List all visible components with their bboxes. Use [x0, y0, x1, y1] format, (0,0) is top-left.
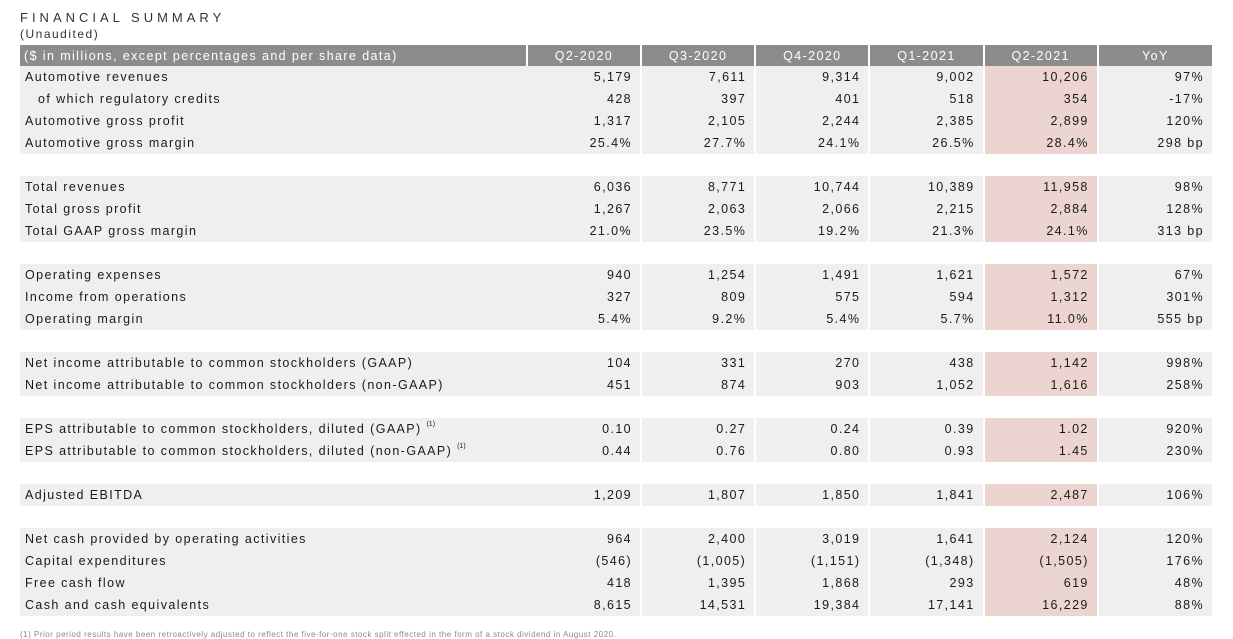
value-cell: 998%: [1098, 352, 1212, 374]
value-cell: 2,066: [755, 198, 869, 220]
value-cell: 1,850: [755, 484, 869, 506]
row-label-text: Income from operations: [25, 290, 188, 304]
value-cell: 1,267: [527, 198, 641, 220]
row-label: [20, 374, 527, 396]
spacer-cell: [20, 462, 1212, 484]
highlighted-cell: 24.1%: [984, 220, 1098, 242]
table-row: [20, 286, 1212, 308]
header-label: ($ in millions, except percentages and per share data): [20, 45, 527, 66]
value-cell: 48%: [1098, 572, 1212, 594]
row-label: [20, 440, 527, 462]
value-cell: 401: [755, 88, 869, 110]
value-cell: 106%: [1098, 484, 1212, 506]
row-label-text: Total GAAP gross margin: [25, 224, 198, 238]
value-cell: 8,615: [527, 594, 641, 616]
value-cell: 0.80: [755, 440, 869, 462]
row-label: [20, 198, 527, 220]
value-cell: 88%: [1098, 594, 1212, 616]
value-cell: 7,611: [641, 66, 755, 88]
highlighted-cell: 354: [984, 88, 1098, 110]
value-cell: 1,868: [755, 572, 869, 594]
row-label-text: Operating margin: [25, 312, 144, 326]
highlighted-cell: 2,487: [984, 484, 1098, 506]
value-cell: 451: [527, 374, 641, 396]
row-label-text: Capital expenditures: [25, 554, 167, 568]
value-cell: 2,105: [641, 110, 755, 132]
value-cell: 874: [641, 374, 755, 396]
value-cell: 594: [869, 286, 983, 308]
value-cell: 2,400: [641, 528, 755, 550]
value-cell: 24.1%: [755, 132, 869, 154]
value-cell: 1,807: [641, 484, 755, 506]
spacer-cell: [20, 242, 1212, 264]
spacer-cell: [20, 330, 1212, 352]
value-cell: 5.4%: [755, 308, 869, 330]
value-cell: 555 bp: [1098, 308, 1212, 330]
row-label: [20, 594, 527, 616]
value-cell: 0.10: [527, 418, 641, 440]
table-row: [20, 132, 1212, 154]
value-cell: 575: [755, 286, 869, 308]
table-row: [20, 198, 1212, 220]
value-cell: 23.5%: [641, 220, 755, 242]
value-cell: 920%: [1098, 418, 1212, 440]
row-label: [20, 572, 527, 594]
value-cell: 9,002: [869, 66, 983, 88]
highlighted-cell: (1,505): [984, 550, 1098, 572]
value-cell: 21.0%: [527, 220, 641, 242]
value-cell: -17%: [1098, 88, 1212, 110]
value-cell: 128%: [1098, 198, 1212, 220]
value-cell: 2,385: [869, 110, 983, 132]
row-label: [20, 352, 527, 374]
row-label: [20, 220, 527, 242]
highlighted-cell: 1,616: [984, 374, 1098, 396]
row-label-text: Cash and cash equivalents: [25, 598, 211, 612]
table-row: [20, 594, 1212, 616]
highlighted-cell: 16,229: [984, 594, 1098, 616]
value-cell: 327: [527, 286, 641, 308]
column-header: Q4-2020: [755, 45, 869, 66]
column-header: Q1-2021: [869, 45, 983, 66]
table-row: [20, 220, 1212, 242]
row-label: [20, 308, 527, 330]
value-cell: (1,348): [869, 550, 983, 572]
value-cell: 1,491: [755, 264, 869, 286]
spacer-cell: [20, 506, 1212, 528]
value-cell: 19.2%: [755, 220, 869, 242]
row-label-text: Total revenues: [25, 180, 126, 194]
highlighted-cell: 28.4%: [984, 132, 1098, 154]
value-cell: 25.4%: [527, 132, 641, 154]
table-row: [20, 484, 1212, 506]
highlighted-cell: 2,124: [984, 528, 1098, 550]
value-cell: 5.7%: [869, 308, 983, 330]
value-cell: 331: [641, 352, 755, 374]
value-cell: 17,141: [869, 594, 983, 616]
value-cell: 313 bp: [1098, 220, 1212, 242]
row-label-text: Automotive revenues: [25, 70, 170, 84]
value-cell: 8,771: [641, 176, 755, 198]
value-cell: 230%: [1098, 440, 1212, 462]
row-label-text: Net cash provided by operating activities: [25, 532, 307, 546]
row-label-text: Automotive gross profit: [25, 114, 186, 128]
value-cell: 1,395: [641, 572, 755, 594]
table-row: [20, 418, 1212, 440]
table-row: [20, 66, 1212, 88]
footnote-marker: (1): [457, 443, 466, 450]
page-subtitle: (Unaudited): [20, 27, 100, 41]
footnote: (1) Prior period results have been retroactively adjusted to reflect the five-for-one stock split effected in the form of a stock dividend in August 2020.: [20, 630, 617, 639]
table-row: [20, 550, 1212, 572]
group-spacer: [20, 330, 1212, 352]
table-header-row: [20, 45, 1212, 66]
value-cell: 0.93: [869, 440, 983, 462]
value-cell: 26.5%: [869, 132, 983, 154]
row-label: [20, 550, 527, 572]
value-cell: 258%: [1098, 374, 1212, 396]
value-cell: 1,254: [641, 264, 755, 286]
value-cell: 2,244: [755, 110, 869, 132]
row-label-text: Adjusted EBITDA: [25, 488, 144, 502]
table-row: [20, 88, 1212, 110]
table-row: [20, 572, 1212, 594]
value-cell: 2,215: [869, 198, 983, 220]
value-cell: (546): [527, 550, 641, 572]
row-label-text: Net income attributable to common stockholders (GAAP): [25, 356, 414, 370]
group-spacer: [20, 506, 1212, 528]
value-cell: 5.4%: [527, 308, 641, 330]
value-cell: 1,641: [869, 528, 983, 550]
highlighted-cell: 1,572: [984, 264, 1098, 286]
value-cell: 1,052: [869, 374, 983, 396]
value-cell: 6,036: [527, 176, 641, 198]
table-row: [20, 374, 1212, 396]
row-label: [20, 528, 527, 550]
column-header: YoY: [1098, 45, 1212, 66]
value-cell: 418: [527, 572, 641, 594]
row-label: [20, 264, 527, 286]
financial-summary-table: [20, 45, 1212, 616]
value-cell: 97%: [1098, 66, 1212, 88]
value-cell: 21.3%: [869, 220, 983, 242]
group-spacer: [20, 242, 1212, 264]
page-title: FINANCIAL SUMMARY: [20, 10, 226, 25]
row-label-text: Net income attributable to common stockholders (non-GAAP): [25, 378, 444, 392]
row-label: [20, 66, 527, 88]
row-label: [20, 286, 527, 308]
table-row: [20, 264, 1212, 286]
value-cell: 3,019: [755, 528, 869, 550]
value-cell: 940: [527, 264, 641, 286]
value-cell: 19,384: [755, 594, 869, 616]
value-cell: 120%: [1098, 110, 1212, 132]
group-spacer: [20, 154, 1212, 176]
value-cell: 518: [869, 88, 983, 110]
table-row: [20, 176, 1212, 198]
value-cell: 0.27: [641, 418, 755, 440]
value-cell: 1,841: [869, 484, 983, 506]
value-cell: 903: [755, 374, 869, 396]
table-row: [20, 352, 1212, 374]
highlighted-cell: 1,142: [984, 352, 1098, 374]
highlighted-cell: 11,958: [984, 176, 1098, 198]
value-cell: 9.2%: [641, 308, 755, 330]
value-cell: 0.76: [641, 440, 755, 462]
highlighted-cell: 1,312: [984, 286, 1098, 308]
row-label: [20, 88, 527, 110]
value-cell: (1,151): [755, 550, 869, 572]
footnote-marker: (1): [426, 421, 436, 428]
table-body: [20, 66, 1212, 616]
row-label-text: Automotive gross margin: [25, 136, 196, 150]
value-cell: 293: [869, 572, 983, 594]
value-cell: 1,621: [869, 264, 983, 286]
column-header: Q3-2020: [641, 45, 755, 66]
value-cell: 120%: [1098, 528, 1212, 550]
row-label-text: EPS attributable to common stockholders, diluted (GAAP): [25, 422, 422, 436]
value-cell: 964: [527, 528, 641, 550]
value-cell: 98%: [1098, 176, 1212, 198]
group-spacer: [20, 462, 1212, 484]
highlighted-cell: 619: [984, 572, 1098, 594]
table-row: [20, 440, 1212, 462]
value-cell: 27.7%: [641, 132, 755, 154]
value-cell: 9,314: [755, 66, 869, 88]
value-cell: (1,005): [641, 550, 755, 572]
row-label-text: Operating expenses: [25, 268, 163, 282]
row-label-text: Free cash flow: [25, 576, 126, 590]
table-row: [20, 110, 1212, 132]
highlighted-cell: 1.45: [984, 440, 1098, 462]
value-cell: 428: [527, 88, 641, 110]
highlighted-cell: 11.0%: [984, 308, 1098, 330]
value-cell: 298 bp: [1098, 132, 1212, 154]
row-label: [20, 484, 527, 506]
row-label: [20, 176, 527, 198]
row-label-text: EPS attributable to common stockholders, diluted (non-GAAP): [25, 444, 453, 458]
highlighted-cell: 2,884: [984, 198, 1098, 220]
value-cell: 14,531: [641, 594, 755, 616]
value-cell: 67%: [1098, 264, 1212, 286]
spacer-cell: [20, 396, 1212, 418]
table-row: [20, 308, 1212, 330]
row-label-text: Total gross profit: [25, 202, 142, 216]
value-cell: 0.39: [869, 418, 983, 440]
highlighted-cell: 10,206: [984, 66, 1098, 88]
group-spacer: [20, 396, 1212, 418]
column-header: Q2-2020: [527, 45, 641, 66]
row-label: [20, 132, 527, 154]
value-cell: 2,063: [641, 198, 755, 220]
value-cell: 270: [755, 352, 869, 374]
value-cell: 104: [527, 352, 641, 374]
value-cell: 1,317: [527, 110, 641, 132]
value-cell: 176%: [1098, 550, 1212, 572]
value-cell: 438: [869, 352, 983, 374]
value-cell: 301%: [1098, 286, 1212, 308]
value-cell: 809: [641, 286, 755, 308]
highlighted-cell: 1.02: [984, 418, 1098, 440]
value-cell: 10,744: [755, 176, 869, 198]
value-cell: 5,179: [527, 66, 641, 88]
value-cell: 1,209: [527, 484, 641, 506]
highlighted-cell: 2,899: [984, 110, 1098, 132]
column-header: Q2-2021: [984, 45, 1098, 66]
row-label: [20, 110, 527, 132]
spacer-cell: [20, 154, 1212, 176]
value-cell: 397: [641, 88, 755, 110]
value-cell: 10,389: [869, 176, 983, 198]
row-label: [20, 418, 527, 440]
row-label-text: of which regulatory credits: [38, 92, 222, 106]
table-row: [20, 528, 1212, 550]
value-cell: 0.24: [755, 418, 869, 440]
value-cell: 0.44: [527, 440, 641, 462]
